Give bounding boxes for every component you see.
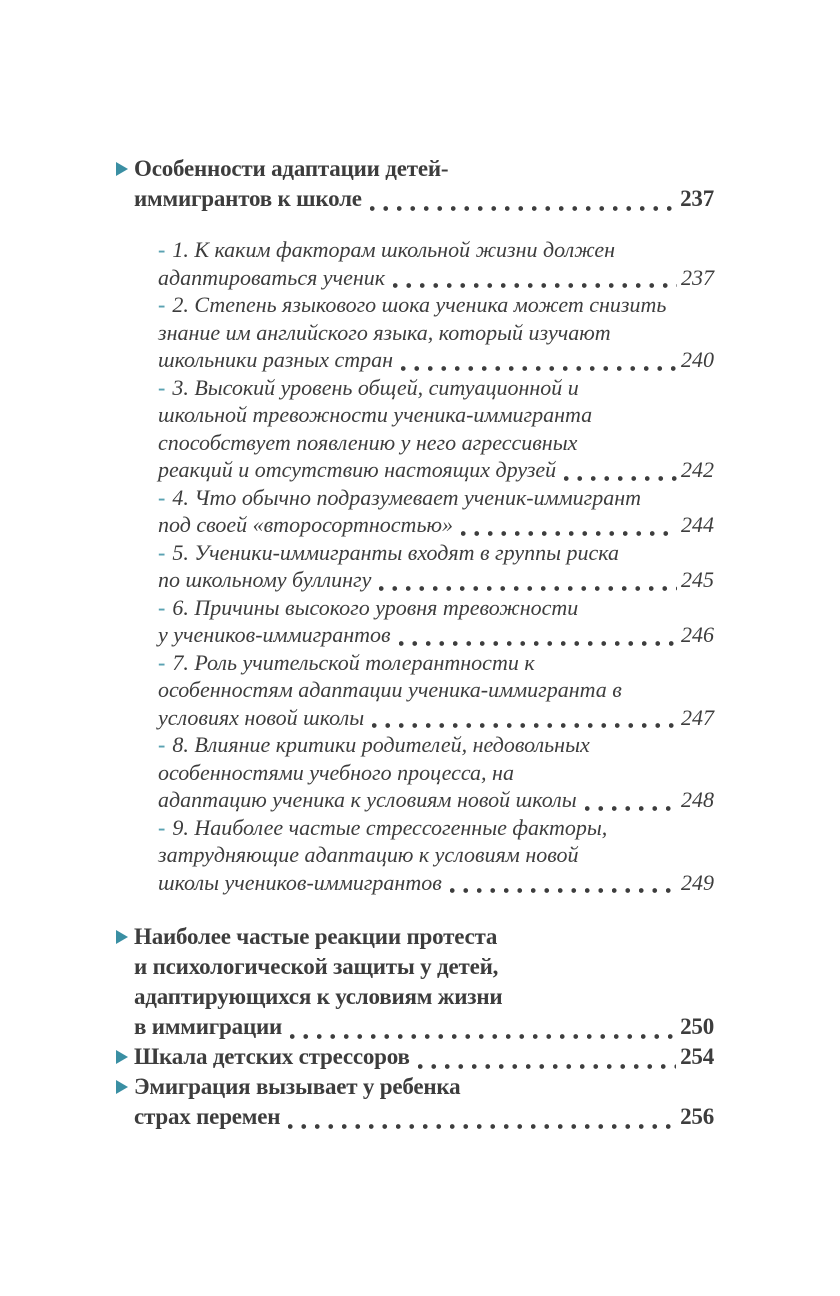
dot-leader-icon: [564, 456, 677, 484]
dash-marker: -: [158, 539, 166, 565]
entry-text: иммигрантов к школе: [134, 186, 362, 211]
toc-line: [134, 922, 714, 952]
entry-text: адаптироваться ученик: [158, 264, 386, 290]
page-number: 248: [681, 787, 714, 812]
dot-leader-icon: [393, 264, 677, 292]
toc-line: [158, 319, 714, 347]
toc-line: [158, 621, 714, 649]
toc-main-entry: [116, 1072, 714, 1132]
toc-sub-entry: [158, 814, 714, 897]
toc-line: [158, 401, 714, 429]
dash-marker: -: [158, 594, 166, 620]
toc-line: [158, 236, 714, 264]
entry-text: 5. Ученики-иммигранты входят в группы риска: [172, 539, 620, 565]
toc-line: [158, 759, 714, 787]
toc-line: [134, 154, 714, 184]
entry-text: школы учеников-иммигрантов: [158, 869, 442, 895]
entry-text: реакций и отсутствию настоящих друзей: [158, 457, 557, 482]
dash-marker: -: [158, 237, 166, 262]
entry-text: знание им английского языка, который изучают: [158, 319, 611, 345]
entry-text: под своей «второсортностью»: [158, 512, 453, 537]
entry-text: способствует появлению у него агрессивных: [158, 429, 578, 455]
toc-line: [134, 952, 714, 982]
entry-text: 1. К каким факторам школьной жизни должен: [172, 237, 616, 262]
page-number: 250: [680, 1014, 714, 1039]
entry-text: школьной тревожности ученика-иммигранта: [158, 402, 593, 427]
toc-main-entry: [116, 922, 714, 1042]
toc-sub-entry: [158, 291, 714, 374]
entry-text: страх перемен: [134, 1104, 281, 1129]
entry-text: адаптацию ученика к условиям новой школы: [158, 787, 577, 812]
toc-line: [134, 1042, 714, 1072]
dot-leader-icon: [288, 1102, 676, 1132]
dash-marker: -: [158, 814, 166, 840]
dot-leader-icon: [379, 566, 677, 594]
toc-sub-entry: [158, 594, 714, 649]
dot-leader-icon: [585, 786, 677, 814]
page-number: 245: [681, 567, 714, 592]
dash-marker: -: [158, 484, 166, 510]
entry-text: по школьному буллингу: [158, 567, 372, 592]
toc-sub-entry: [158, 484, 714, 539]
toc-line: [158, 429, 714, 457]
toc-sub-entry: [158, 731, 714, 814]
entry-text: и психологической защиты у детей,: [134, 954, 499, 979]
toc-line: [158, 456, 714, 484]
page-number: 237: [680, 186, 714, 211]
entry-text: 6. Причины высокого уровня тревожности: [172, 594, 579, 620]
dot-leader-icon: [401, 346, 677, 374]
toc-line: [158, 291, 714, 319]
page-number: 254: [680, 1044, 714, 1069]
toc-line: [158, 841, 714, 869]
entry-text: в иммиграции: [134, 1014, 283, 1039]
toc-sub-entry: [158, 236, 714, 291]
dot-leader-icon: [290, 1012, 676, 1042]
entry-text: Шкала детских стрессоров: [134, 1044, 410, 1069]
page-number: 244: [681, 512, 714, 537]
dot-leader-icon: [418, 1042, 676, 1072]
entry-text: Эмиграция вызывает у ребенка: [134, 1074, 461, 1099]
entry-text: у учеников-иммигрантов: [158, 622, 391, 647]
dash-marker: -: [158, 374, 166, 400]
toc-line: [134, 1012, 714, 1042]
entry-text: школьники разных стран: [158, 347, 394, 372]
dot-leader-icon: [370, 184, 676, 214]
entry-text: 7. Роль учительской толерантности к: [172, 649, 535, 675]
entry-text: Особенности адаптации детей-: [134, 156, 449, 181]
dot-leader-icon: [450, 869, 677, 897]
page-number: 249: [681, 869, 714, 895]
entry-text: условиях новой школы: [158, 704, 365, 730]
toc-line: [158, 704, 714, 732]
toc-line: [158, 731, 714, 759]
entry-text: 8. Влияние критики родителей, недовольных: [172, 732, 590, 757]
dash-marker: -: [158, 732, 166, 757]
dot-leader-icon: [372, 704, 677, 732]
toc-line: [158, 566, 714, 594]
toc-line: [134, 982, 714, 1012]
toc-sub-entry: [158, 539, 714, 594]
toc-main-entry: [116, 1042, 714, 1072]
toc-line: [158, 346, 714, 374]
toc-line: [158, 869, 714, 897]
page-number: 240: [681, 347, 714, 372]
toc-line: [134, 1102, 714, 1132]
entry-text: 2. Степень языкового шока ученика может снизить: [172, 292, 667, 317]
entry-text: затрудняющие адаптацию к условиям новой: [158, 842, 579, 867]
toc-main-entry: [116, 154, 714, 214]
page-number: 237: [681, 264, 714, 290]
toc-line: [158, 264, 714, 292]
toc-line: [158, 539, 714, 567]
page-number: 256: [680, 1104, 714, 1129]
toc-sub-entry: [158, 374, 714, 484]
toc-sub-entry: [158, 649, 714, 732]
toc-line: [158, 814, 714, 842]
triangle-bullet-icon: [116, 162, 128, 176]
page-number: 247: [681, 704, 714, 730]
entry-text: особенностями учебного процесса, на: [158, 759, 514, 785]
dash-marker: -: [158, 292, 166, 317]
triangle-bullet-icon: [116, 1050, 128, 1064]
table-of-contents: [116, 154, 714, 1132]
toc-sub-list: [158, 236, 714, 896]
toc-line: [134, 184, 714, 214]
toc-line: [158, 511, 714, 539]
entry-text: Наиболее частые реакции протеста: [134, 924, 498, 949]
dot-leader-icon: [399, 621, 677, 649]
entry-text: 9. Наиболее частые стрессогенные факторы,: [172, 814, 608, 840]
toc-line: [158, 649, 714, 677]
toc-line: [158, 786, 714, 814]
entry-text: 3. Высокий уровень общей, ситуационной и: [172, 374, 579, 400]
dash-marker: -: [158, 649, 166, 675]
dot-leader-icon: [461, 511, 677, 539]
entry-text: 4. Что обычно подразумевает ученик-иммигрант: [172, 484, 642, 510]
page-number: 242: [681, 457, 714, 482]
toc-line: [158, 676, 714, 704]
toc-line: [158, 374, 714, 402]
entry-text: адаптирующихся к условиям жизни: [134, 984, 503, 1009]
triangle-bullet-icon: [116, 1080, 128, 1094]
toc-line: [158, 594, 714, 622]
page-number: 246: [681, 622, 714, 647]
toc-line: [158, 484, 714, 512]
toc-line: [134, 1072, 714, 1102]
entry-text: особенностям адаптации ученика-иммигранта в: [158, 677, 622, 702]
triangle-bullet-icon: [116, 930, 128, 944]
